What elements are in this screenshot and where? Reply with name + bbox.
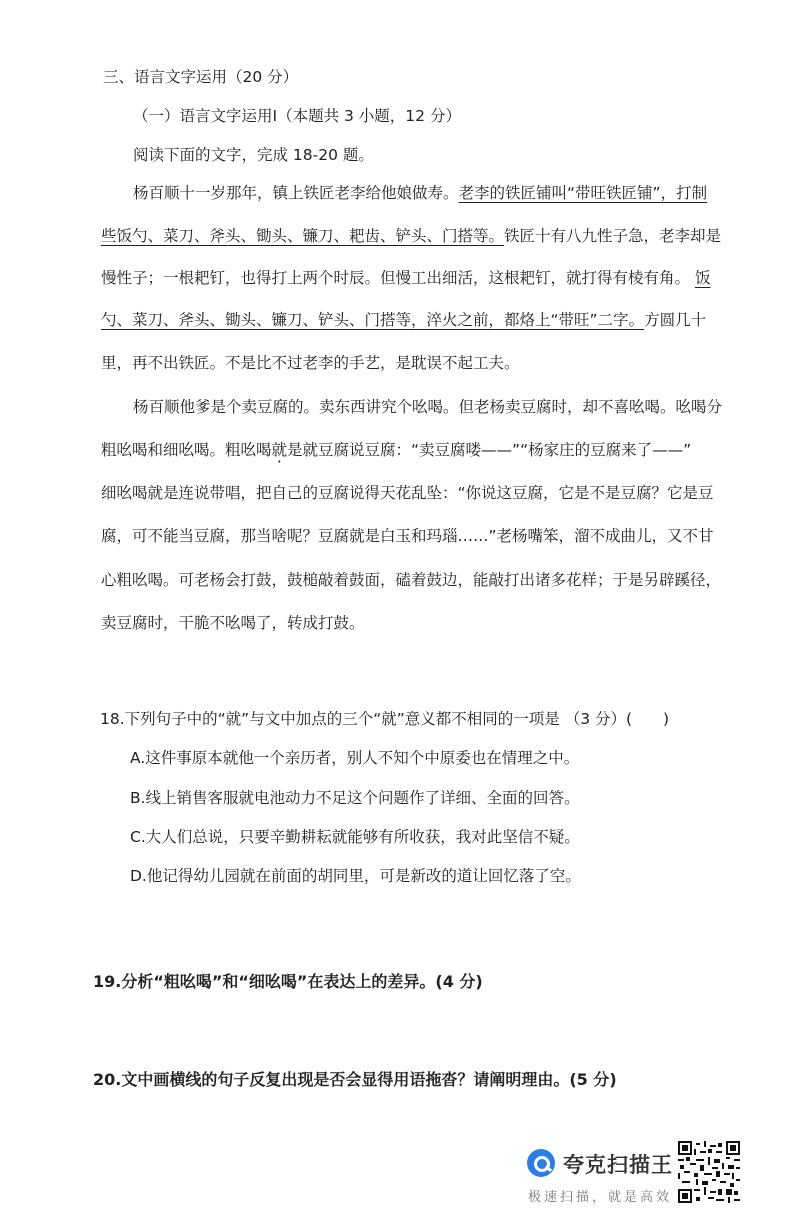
passage-line: 杨百顺他爹是个卖豆腐的。卖东西讲究个吆喝。但老杨卖豆腐时，却不喜吆喝。吆喝分 [133,398,723,416]
passage-text: 是就豆腐说豆腐：“卖豆腐喽——”“杨家庄的豆腐来了——” [287,441,692,459]
passage-line [101,310,706,330]
passage-text: 铁匠十有八九性子急，老李却是 [504,227,722,245]
passage-line [133,183,707,203]
passage-text: 杨百顺十一岁那年，镇上铁匠老李给他娘做寿。 [133,184,459,202]
dotted-character: 就 [271,441,288,459]
passage-text: 方圆几十 [644,311,707,329]
passage-line: 腐，可不能当豆腐，那当啥呢？豆腐就是白玉和玛瑙……”老杨嘴笨，溜不成曲儿，又不甘 [101,527,714,545]
underlined-sentence: 勺、菜刀、斧头、锄头、镰刀、铲头、门搭等，淬火之前，都烙上“带旺”二字。 [101,311,645,329]
option-b: B.线上销售客服就电池动力不足这个问题作了详细、全面的回答。 [130,789,580,807]
watermark-title: 夸克扫描王 [563,1153,673,1177]
passage-text: 慢性子；一根耙钉，也得打上两个时辰。但慢工出细活，这根耙钉，就打得有棱有角。 [101,269,691,287]
passage-line [101,440,691,460]
underlined-sentence: 些饭勺、菜刀、斧头、锄头、镰刀、耙齿、铲头、门搭等。 [101,227,505,245]
option-c: C.大人们总说，只要辛勤耕耘就能够有所收获，我对此坚信不疑。 [130,828,580,846]
underlined-sentence: 饭 [694,269,711,287]
passage-line: 细吆喝就是连说带唱，把自己的豆腐说得天花乱坠：“你说这豆腐，它是不是豆腐？它是豆 [101,484,714,502]
question-19: 19.分析“粗吆喝”和“细吆喝”在表达上的差异。(4 分) [93,972,483,991]
passage-line: 心粗吆喝。可老杨会打鼓，鼓槌敲着鼓面，磕着鼓边，能敲打出诸多花样；于是另辟蹊径， [101,571,722,589]
section-subheading: （一）语言文字运用Ⅰ（本题共 3 小题，12 分） [133,107,461,125]
option-d: D.他记得幼儿园就在前面的胡同里，可是新改的道让回忆落了空。 [130,867,581,885]
passage-text: 粗吆喝和细吆喝。粗吆喝 [101,441,272,459]
watermark-subtitle: 极速扫描，就是高效 [528,1190,673,1205]
question-20: 20.文中画横线的句子反复出现是否会显得用语拖沓？请阐明理由。(5 分) [93,1070,617,1089]
quark-logo-icon [527,1149,555,1177]
passage-line [101,226,721,246]
passage-line: 里，再不出铁匠。不是比不过老李的手艺，是耽误不起工夫。 [101,354,520,372]
passage-line [101,268,710,288]
underlined-sentence: 老李的铁匠铺叫“带旺铁匠铺”，打制 [458,184,708,202]
instruction: 阅读下面的文字，完成 18-20 题。 [133,146,374,164]
question-18: 18.下列句子中的“就”与文中加点的三个“就”意义都不相同的一项是 （3 分）( ) [100,710,670,728]
option-a: A.这件事原本就他一个亲历者，别人不知个中原委也在情理之中。 [130,749,580,767]
passage-line: 卖豆腐时，干脆不吆喝了，转成打鼓。 [101,614,365,632]
section-heading: 三、语言文字运用（20 分） [103,68,299,86]
qr-code-icon [678,1141,740,1203]
